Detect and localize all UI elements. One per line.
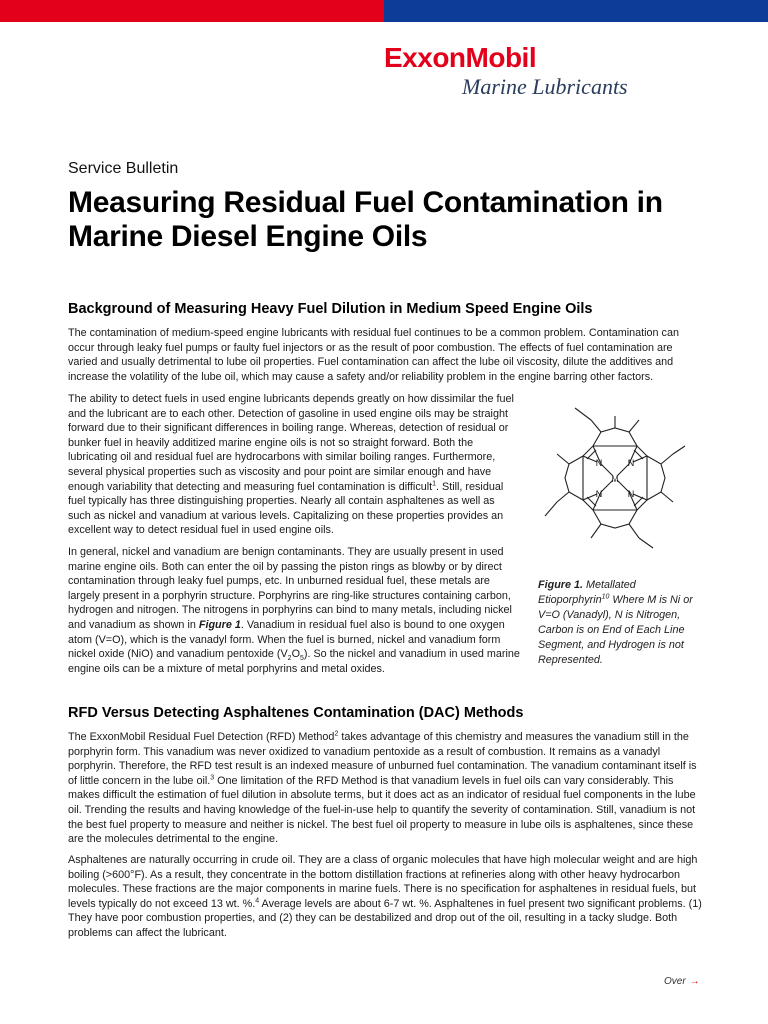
document-title: Measuring Residual Fuel Contamination in Marine Diesel Engine Oils bbox=[68, 186, 663, 253]
porphyrin-svg bbox=[535, 398, 695, 558]
document-series: Service Bulletin bbox=[68, 160, 179, 177]
paragraph-detection: The ability to detect fuels in used engine lubricants depends greatly on how dissimilar the fuel and the lubricant are to each other. Detection of gasoline in used engine oils may be straight forward due to their significant differences in boiling range. Whereas, detection of residual or bunker fuel in heavily additized marine engine oils is not so straight forward. Both the lubricating oil and residual fuel are hydrocarbons with similar boiling ranges. Furthermore, several physical properties such as viscosity and pour point are similar enough and have enough variability that detecting and measuring fuel contamination is difficult$^1$. Still, residual fuel typically has three distinguishing properties. Nearly all contain asphaltenes as well as such as nickel and vanadium at various levels. Capitalizing on these properties provides an excellent way to detect residual fuel in used engine oils. bbox=[68, 393, 514, 537]
brand-name: ExxonMobil bbox=[384, 42, 537, 73]
paragraph-asphaltenes: Asphaltenes are naturally occurring in crude oil. They are a class of organic molecules that have high molecular weight and are high boiling (>600°F). As a result, they concentrate in the bottom distillation fractions at refineries along with other heavy hydrocarbon molecules. These fractions are the major components in marine fuels. There is no specification for asphaltenes in residual fuels, but levels typically do not exceed 13 wt. %.$^4$ Average levels are about 6-7 wt. %. Asphaltenes in fuel present two significant problems. (1) They have poor combustion properties, and (2) they can be destabilized and drop out of the oil, resulting in a tacky sludge. Both problems can affect the lubricant. bbox=[68, 854, 702, 939]
nitrogen-label-1: N bbox=[595, 458, 603, 468]
section-heading-background: Background of Measuring Heavy Fuel Dilution in Medium Speed Engine Oils bbox=[68, 301, 593, 317]
figure-caption: Figure 1. Metallated Etioporphyrin$^{10}$ Where M is Ni or V=O (Vanadyl), N is Nitrogen, Carbon is on End of Each Line Segment, and Hydrogen is not Represented. bbox=[538, 579, 693, 666]
top-bar-blue bbox=[384, 0, 768, 22]
exxonmobil-logo bbox=[384, 42, 664, 104]
porphyrin-structure-diagram bbox=[535, 398, 695, 558]
nitrogen-label-4: N bbox=[627, 489, 635, 499]
metal-label: M bbox=[611, 475, 619, 484]
paragraph-rfd-method: The ExxonMobil Residual Fuel Detection (RFD) Method$^2$ takes advantage of this chemistry and measures the vanadium still in the porphyrin form. This vanadium was never oxidized to vanadium pentoxide as a result of combustion. It remains as a vanadyl porphyrin. Therefore, the RFD test result is an indexed measure of unburned fuel contamination. The vanadium contaminant itself is of little concern in the lube oil.$^3$ One limitation of the RFD Method is that vanadium levels in fuel oils can vary considerably. This makes difficult the estimation of fuel dilution in absolute terms, but it does act as an indicator of residual fuel components in the lube oil. Trending the results and having knowledge of the fuel-in-use help to quantify the severity of contamination. Still, vanadium is not the best fuel property to measure and neither is nickel. The best fuel oil property to measure in lube oils is asphaltenes, since these are the molecules detrimental to the engine. bbox=[68, 730, 697, 846]
top-bar-red bbox=[0, 0, 384, 22]
brand-subtitle: Marine Lubricants bbox=[462, 74, 628, 99]
nitrogen-label-2: N bbox=[627, 458, 635, 468]
arrow-right-icon: → bbox=[689, 976, 700, 987]
paragraph-contamination: The contamination of medium-speed engine lubricants with residual fuel continues to be a common problem. Contamination can occur through leaky fuel pumps or faulty fuel injectors or as the result of poor combustion. The effects of fuel contamination are varied and usually detrimental to lube oil properties. Fuel contamination can affect the lube oil viscosity, dilute the additives and increase the volatility of the lube oil, which may cause a safety and/or reliability problem in the engine barring other factors. bbox=[68, 327, 679, 383]
paragraph-nickel-vanadium: In general, nickel and vanadium are benign contaminants. They are usually present in used marine engine oils. Both can enter the oil by passing the piston rings as blowby or by direct contamination through leaky fuel pumps, etc. In unburned residual fuel, these metals are largely present in a porphyrin structure. Porphyrins are ring-like structures containing carbon, hydrogen and nitrogen. The nitrogens in porphyrins can bind to many metals, including nickel and vanadium as shown in Figure 1. Vanadium in residual fuel also is bound to one oxygen atom (V=O), which is the vanadyl form. When the fuel is burned, nickel and vanadium form nickel oxide (NiO) and vanadium pentoxide $(V_2O_5)$. So the nickel and vanadium in used marine engine oils can be a mixture of metal porphyrins and metal oxides. bbox=[68, 546, 520, 675]
nitrogen-label-3: N bbox=[595, 489, 603, 499]
over-page-indicator[interactable]: Over → bbox=[664, 976, 700, 987]
top-color-bar bbox=[0, 0, 768, 22]
section-heading-rfd-dac: RFD Versus Detecting Asphaltenes Contamination (DAC) Methods bbox=[68, 705, 524, 721]
